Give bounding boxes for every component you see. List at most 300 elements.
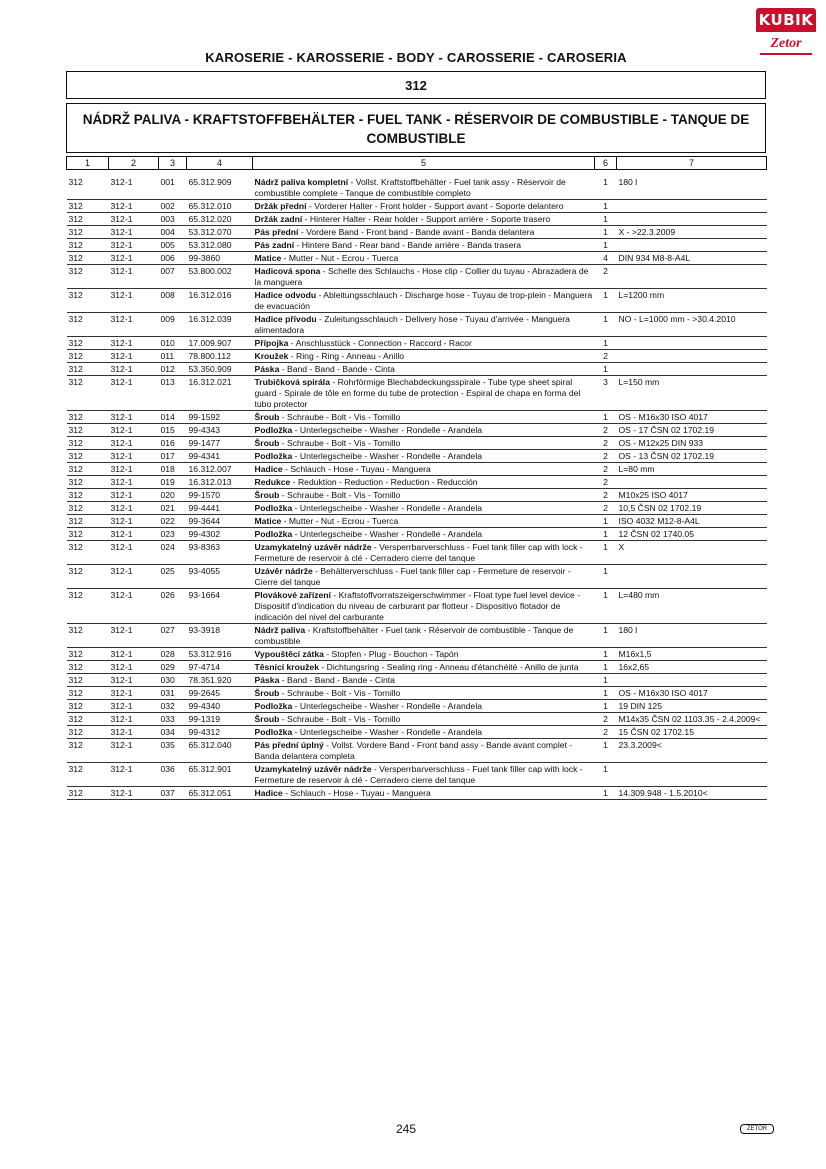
table-row	[67, 350, 767, 363]
table-row	[67, 787, 767, 800]
quantity-cell: 1	[595, 589, 617, 624]
quantity-cell: 1	[595, 528, 617, 541]
group-cell: 312	[67, 200, 109, 213]
description-translations: - Schraube - Bolt - Vis - Tornillo	[279, 688, 401, 698]
note-cell: L=150 mm	[617, 376, 767, 411]
subgroup-cell: 312-1	[109, 589, 159, 624]
quantity-cell: 2	[595, 489, 617, 502]
note-cell: X - >22.3.2009	[617, 226, 767, 239]
quantity-cell: 1	[595, 239, 617, 252]
position-cell: 025	[159, 565, 187, 589]
part-number-cell: 99-1570	[187, 489, 253, 502]
col-header-6: 6	[595, 157, 617, 170]
description-cell	[253, 176, 595, 200]
description-cell	[253, 763, 595, 787]
group-cell: 312	[67, 437, 109, 450]
subgroup-cell: 312-1	[109, 337, 159, 350]
description-translations: - Unterlegscheibe - Washer - Rondelle - Arandela	[292, 727, 483, 737]
note-cell	[617, 363, 767, 376]
description-translations: - Unterlegscheibe - Washer - Rondelle - Arandela	[292, 425, 483, 435]
description-czech-name: Těsnící kroužek	[254, 662, 319, 672]
group-cell: 312	[67, 450, 109, 463]
note-cell: 180 l	[617, 624, 767, 648]
description-cell	[253, 713, 595, 726]
quantity-cell: 1	[595, 763, 617, 787]
part-number-cell: 65.312.020	[187, 213, 253, 226]
subgroup-cell: 312-1	[109, 489, 159, 502]
quantity-cell: 1	[595, 226, 617, 239]
description-translations: - Mutter - Nut - Ecrou - Tuerca	[281, 253, 399, 263]
subgroup-cell: 312-1	[109, 624, 159, 648]
part-number-cell: 53.312.070	[187, 226, 253, 239]
position-cell: 017	[159, 450, 187, 463]
note-cell: M16x1,5	[617, 648, 767, 661]
description-cell	[253, 700, 595, 713]
description-cell	[253, 463, 595, 476]
description-czech-name: Hadicová spona	[254, 266, 321, 276]
description-translations: - Schlauch - Hose - Tuyau - Manguera	[282, 464, 431, 474]
group-cell: 312	[67, 661, 109, 674]
position-cell: 006	[159, 252, 187, 265]
description-cell	[253, 200, 595, 213]
table-row	[67, 239, 767, 252]
description-cell	[253, 674, 595, 687]
part-number-cell: 99-4441	[187, 502, 253, 515]
note-cell: OS - 17 ČSN 02 1702.19	[617, 424, 767, 437]
subgroup-cell: 312-1	[109, 239, 159, 252]
description-czech-name: Podložka	[254, 425, 293, 435]
description-translations: - Schraube - Bolt - Vis - Tornillo	[279, 490, 401, 500]
table-row	[67, 226, 767, 239]
description-cell	[253, 648, 595, 661]
description-czech-name: Plovákové zařízení	[254, 590, 331, 600]
description-czech-name: Uzamykatelný uzávěr nádrže	[254, 542, 372, 552]
position-cell: 011	[159, 350, 187, 363]
description-translations: - Ableitungsschlauch - Discharge hose - Tuyau de trop-plein - Manguera de evacuación	[254, 290, 593, 311]
description-translations: - Schraube - Bolt - Vis - Tornillo	[279, 412, 401, 422]
table-row	[67, 200, 767, 213]
description-cell	[253, 661, 595, 674]
part-number-cell: 93-4055	[187, 565, 253, 589]
note-cell: OS - 13 ČSN 02 1702.19	[617, 450, 767, 463]
part-number-cell: 99-3860	[187, 252, 253, 265]
table-row	[67, 739, 767, 763]
note-cell	[617, 265, 767, 289]
note-cell: L=80 mm	[617, 463, 767, 476]
col-header-7: 7	[617, 157, 767, 170]
position-cell: 021	[159, 502, 187, 515]
part-number-cell: 99-4341	[187, 450, 253, 463]
description-translations: - Stopfen - Plug - Bouchon - Tapón	[323, 649, 459, 659]
section-title: NÁDRŽ PALIVA - KRAFTSTOFFBEHÄLTER - FUEL TANK - RÉSERVOIR DE COMBUSTIBLE - TANQUE DE COMBUSTIBLE	[66, 103, 766, 153]
group-cell: 312	[67, 239, 109, 252]
subgroup-cell: 312-1	[109, 541, 159, 565]
part-number-cell: 17.009.907	[187, 337, 253, 350]
quantity-cell: 1	[595, 674, 617, 687]
part-number-cell: 53.312.916	[187, 648, 253, 661]
position-cell: 008	[159, 289, 187, 313]
part-number-cell: 65.312.901	[187, 763, 253, 787]
description-cell	[253, 739, 595, 763]
description-czech-name: Podložka	[254, 701, 293, 711]
position-cell: 009	[159, 313, 187, 337]
description-translations: - Band - Band - Bande - Cinta	[279, 675, 395, 685]
position-cell: 027	[159, 624, 187, 648]
description-translations: - Kraftstoffvorratszeigerschwimmer - Float type fuel level device - Dispositif d'indication du niveau de carburant par flotteur - Dispositivo flotador de indicación del nivel del carburante	[254, 590, 581, 622]
note-cell: 19 DIN 125	[617, 700, 767, 713]
description-czech-name: Držák přední	[254, 201, 307, 211]
description-translations: - Reduktion - Reduction - Reduction - Reducción	[290, 477, 478, 487]
note-cell: 14.309.948 - 1.5.2010<	[617, 787, 767, 800]
group-cell: 312	[67, 565, 109, 589]
table-row	[67, 661, 767, 674]
table-row	[67, 289, 767, 313]
group-cell: 312	[67, 674, 109, 687]
subgroup-cell: 312-1	[109, 376, 159, 411]
group-cell: 312	[67, 713, 109, 726]
quantity-cell: 2	[595, 437, 617, 450]
description-translations: - Unterlegscheibe - Washer - Rondelle - Arandela	[292, 529, 483, 539]
table-row	[67, 424, 767, 437]
note-cell: M14x35 ČSN 02 1103.35 - 2.4.2009<	[617, 713, 767, 726]
description-czech-name: Redukce	[254, 477, 291, 487]
description-czech-name: Uzamykatelný uzávěr nádrže	[254, 764, 372, 774]
quantity-cell: 2	[595, 265, 617, 289]
part-number-cell: 16.312.021	[187, 376, 253, 411]
subgroup-cell: 312-1	[109, 411, 159, 424]
parts-table	[66, 156, 767, 800]
group-cell: 312	[67, 424, 109, 437]
description-czech-name: Nádrž paliva kompletní	[254, 177, 349, 187]
subgroup-cell: 312-1	[109, 565, 159, 589]
subgroup-cell: 312-1	[109, 450, 159, 463]
table-row	[67, 363, 767, 376]
description-translations: - Kraftstoffbehälter - Fuel tank - Réservoir de combustible - Tanque de combustible	[254, 625, 574, 646]
quantity-cell: 1	[595, 739, 617, 763]
description-translations: - Unterlegscheibe - Washer - Rondelle - Arandela	[292, 503, 483, 513]
description-cell	[253, 589, 595, 624]
note-cell: OS - M12x25 DIN 933	[617, 437, 767, 450]
position-cell: 024	[159, 541, 187, 565]
table-row	[67, 648, 767, 661]
description-czech-name: Hadice odvodu	[254, 290, 317, 300]
group-cell: 312	[67, 463, 109, 476]
subgroup-cell: 312-1	[109, 648, 159, 661]
position-cell: 026	[159, 589, 187, 624]
quantity-cell: 1	[595, 515, 617, 528]
description-translations: - Vollst. Vordere Band - Front band assy - Bande avant complet - Banda delantera completa	[254, 740, 573, 761]
note-cell: OS - M16x30 ISO 4017	[617, 687, 767, 700]
position-cell: 016	[159, 437, 187, 450]
subgroup-cell: 312-1	[109, 289, 159, 313]
subgroup-cell: 312-1	[109, 350, 159, 363]
section-number: 312	[66, 71, 766, 99]
subgroup-cell: 312-1	[109, 476, 159, 489]
part-number-cell: 99-2645	[187, 687, 253, 700]
note-cell: ISO 4032 M12-8-A4L	[617, 515, 767, 528]
position-cell: 005	[159, 239, 187, 252]
note-cell: OS - M16x30 ISO 4017	[617, 411, 767, 424]
table-row	[67, 450, 767, 463]
part-number-cell: 53.312.080	[187, 239, 253, 252]
part-number-cell: 99-1477	[187, 437, 253, 450]
description-cell	[253, 252, 595, 265]
position-cell: 035	[159, 739, 187, 763]
description-cell	[253, 226, 595, 239]
table-row	[67, 176, 767, 200]
col-header-4: 4	[187, 157, 253, 170]
quantity-cell: 1	[595, 565, 617, 589]
kubik-logo-text: KUBIK	[756, 8, 816, 32]
subgroup-cell: 312-1	[109, 661, 159, 674]
description-cell	[253, 265, 595, 289]
group-cell: 312	[67, 502, 109, 515]
group-cell: 312	[67, 313, 109, 337]
part-number-cell: 65.312.909	[187, 176, 253, 200]
group-cell: 312	[67, 700, 109, 713]
group-cell: 312	[67, 376, 109, 411]
subgroup-cell: 312-1	[109, 739, 159, 763]
description-translations: - Unterlegscheibe - Washer - Rondelle - Arandela	[292, 701, 483, 711]
note-cell: DIN 934 M8-8-A4L	[617, 252, 767, 265]
note-cell: 16x2,65	[617, 661, 767, 674]
description-czech-name: Nádrž paliva	[254, 625, 306, 635]
position-cell: 015	[159, 424, 187, 437]
position-cell: 014	[159, 411, 187, 424]
part-number-cell: 65.312.051	[187, 787, 253, 800]
description-translations: - Vordere Band - Front band - Bande avant - Banda delantera	[298, 227, 535, 237]
description-cell	[253, 726, 595, 739]
description-czech-name: Vypouštěcí zátka	[254, 649, 324, 659]
description-cell	[253, 376, 595, 411]
quantity-cell: 1	[595, 541, 617, 565]
group-cell: 312	[67, 739, 109, 763]
note-cell: M10x25 ISO 4017	[617, 489, 767, 502]
table-row	[67, 376, 767, 411]
description-translations: - Mutter - Nut - Ecrou - Tuerca	[281, 516, 399, 526]
part-number-cell: 78.800.112	[187, 350, 253, 363]
description-czech-name: Trubičková spirála	[254, 377, 330, 387]
description-cell	[253, 624, 595, 648]
part-number-cell: 16.312.039	[187, 313, 253, 337]
note-cell	[617, 213, 767, 226]
table-row	[67, 624, 767, 648]
description-czech-name: Podložka	[254, 451, 293, 461]
group-cell: 312	[67, 350, 109, 363]
position-cell: 033	[159, 713, 187, 726]
group-cell: 312	[67, 624, 109, 648]
table-header-row	[67, 157, 767, 170]
description-translations: - Rohrförmige Blechabdeckungsspirale - Tube type sheet spiral guard - Spirale de tôle en forme du tube de protection - Espiral de chapa en forma del tubo protector	[254, 377, 581, 409]
zetor-logo-text: Zetor	[760, 35, 812, 55]
part-number-cell: 65.312.040	[187, 739, 253, 763]
position-cell: 030	[159, 674, 187, 687]
description-czech-name: Hadice přívodu	[254, 314, 317, 324]
description-czech-name: Šroub	[254, 714, 280, 724]
part-number-cell: 93-8363	[187, 541, 253, 565]
part-number-cell: 97-4714	[187, 661, 253, 674]
part-number-cell: 99-1592	[187, 411, 253, 424]
description-czech-name: Držák zadní	[254, 214, 303, 224]
description-cell	[253, 502, 595, 515]
part-number-cell: 78.351.920	[187, 674, 253, 687]
table-row	[67, 515, 767, 528]
note-cell: NO - L=1000 mm - >30.4.2010	[617, 313, 767, 337]
part-number-cell: 99-4343	[187, 424, 253, 437]
description-translations: - Hintere Band - Rear band - Bande arrière - Banda trasera	[294, 240, 522, 250]
description-cell	[253, 313, 595, 337]
subgroup-cell: 312-1	[109, 437, 159, 450]
quantity-cell: 1	[595, 411, 617, 424]
part-number-cell: 53.350.909	[187, 363, 253, 376]
position-cell: 001	[159, 176, 187, 200]
quantity-cell: 2	[595, 726, 617, 739]
quantity-cell: 2	[595, 502, 617, 515]
group-cell: 312	[67, 515, 109, 528]
description-translations: - Vorderer Halter - Front holder - Support avant - Soporte delantero	[306, 201, 564, 211]
part-number-cell: 93-3918	[187, 624, 253, 648]
description-cell	[253, 239, 595, 252]
subgroup-cell: 312-1	[109, 200, 159, 213]
part-number-cell: 99-4340	[187, 700, 253, 713]
col-header-2: 2	[109, 157, 159, 170]
quantity-cell: 3	[595, 376, 617, 411]
description-cell	[253, 437, 595, 450]
group-cell: 312	[67, 337, 109, 350]
description-czech-name: Podložka	[254, 529, 293, 539]
subgroup-cell: 312-1	[109, 463, 159, 476]
subgroup-cell: 312-1	[109, 713, 159, 726]
table-row	[67, 726, 767, 739]
description-cell	[253, 350, 595, 363]
quantity-cell: 1	[595, 624, 617, 648]
description-czech-name: Šroub	[254, 490, 280, 500]
position-cell: 022	[159, 515, 187, 528]
group-cell: 312	[67, 528, 109, 541]
part-number-cell: 99-4302	[187, 528, 253, 541]
part-number-cell: 16.312.007	[187, 463, 253, 476]
quantity-cell: 2	[595, 713, 617, 726]
footer-zetor-mark: ZETOR	[740, 1124, 774, 1134]
table-row	[67, 313, 767, 337]
subgroup-cell: 312-1	[109, 674, 159, 687]
note-cell	[617, 239, 767, 252]
table-row	[67, 489, 767, 502]
description-translations: - Unterlegscheibe - Washer - Rondelle - Arandela	[292, 451, 483, 461]
subgroup-cell: 312-1	[109, 787, 159, 800]
subgroup-cell: 312-1	[109, 176, 159, 200]
part-number-cell: 16.312.016	[187, 289, 253, 313]
subgroup-cell: 312-1	[109, 363, 159, 376]
description-cell	[253, 411, 595, 424]
description-czech-name: Páska	[254, 675, 280, 685]
description-translations: - Hinterer Halter - Rear holder - Support arrière - Soporte trasero	[302, 214, 551, 224]
description-cell	[253, 489, 595, 502]
table-row	[67, 502, 767, 515]
quantity-cell: 1	[595, 289, 617, 313]
quantity-cell: 2	[595, 463, 617, 476]
subgroup-cell: 312-1	[109, 213, 159, 226]
position-cell: 029	[159, 661, 187, 674]
position-cell: 007	[159, 265, 187, 289]
quantity-cell: 1	[595, 176, 617, 200]
table-row	[67, 700, 767, 713]
quantity-cell: 2	[595, 476, 617, 489]
subgroup-cell: 312-1	[109, 515, 159, 528]
parts-table-body	[67, 170, 767, 800]
description-czech-name: Šroub	[254, 438, 280, 448]
col-header-3: 3	[159, 157, 187, 170]
group-cell: 312	[67, 252, 109, 265]
table-row	[67, 565, 767, 589]
description-translations: - Schraube - Bolt - Vis - Tornillo	[279, 438, 401, 448]
part-number-cell: 93-1664	[187, 589, 253, 624]
table-row	[67, 528, 767, 541]
note-cell: 10,5 ČSN 02 1702.19	[617, 502, 767, 515]
position-cell: 018	[159, 463, 187, 476]
quantity-cell: 2	[595, 424, 617, 437]
quantity-cell: 1	[595, 337, 617, 350]
note-cell: 180 l	[617, 176, 767, 200]
group-cell: 312	[67, 763, 109, 787]
group-cell: 312	[67, 787, 109, 800]
description-cell	[253, 337, 595, 350]
description-czech-name: Uzávěr nádrže	[254, 566, 313, 576]
description-czech-name: Matice	[254, 253, 282, 263]
table-row	[67, 252, 767, 265]
note-cell	[617, 350, 767, 363]
table-row	[67, 213, 767, 226]
description-cell	[253, 363, 595, 376]
page-header: KAROSERIE - KAROSSERIE - BODY - CAROSSERIE - CAROSERIA	[205, 50, 627, 65]
description-czech-name: Šroub	[254, 688, 280, 698]
note-cell: 23.3.2009<	[617, 739, 767, 763]
group-cell: 312	[67, 411, 109, 424]
note-cell: 12 ČSN 02 1740.05	[617, 528, 767, 541]
quantity-cell: 2	[595, 350, 617, 363]
description-translations: - Schraube - Bolt - Vis - Tornillo	[279, 714, 401, 724]
quantity-cell: 1	[595, 213, 617, 226]
description-translations: - Ring - Ring - Anneau - Anillo	[288, 351, 405, 361]
group-cell: 312	[67, 226, 109, 239]
quantity-cell: 1	[595, 687, 617, 700]
description-cell	[253, 289, 595, 313]
quantity-cell: 1	[595, 313, 617, 337]
group-cell: 312	[67, 363, 109, 376]
quantity-cell: 1	[595, 661, 617, 674]
description-czech-name: Pás přední úplný	[254, 740, 324, 750]
subgroup-cell: 312-1	[109, 424, 159, 437]
position-cell: 010	[159, 337, 187, 350]
group-cell: 312	[67, 176, 109, 200]
subgroup-cell: 312-1	[109, 726, 159, 739]
part-number-cell: 53.800.002	[187, 265, 253, 289]
position-cell: 020	[159, 489, 187, 502]
group-cell: 312	[67, 589, 109, 624]
subgroup-cell: 312-1	[109, 502, 159, 515]
subgroup-cell: 312-1	[109, 700, 159, 713]
group-cell: 312	[67, 687, 109, 700]
description-cell	[253, 450, 595, 463]
quantity-cell: 1	[595, 200, 617, 213]
group-cell: 312	[67, 648, 109, 661]
description-cell	[253, 515, 595, 528]
description-czech-name: Pás zadní	[254, 240, 295, 250]
description-czech-name: Páska	[254, 364, 280, 374]
description-cell	[253, 476, 595, 489]
position-cell: 036	[159, 763, 187, 787]
subgroup-cell: 312-1	[109, 313, 159, 337]
